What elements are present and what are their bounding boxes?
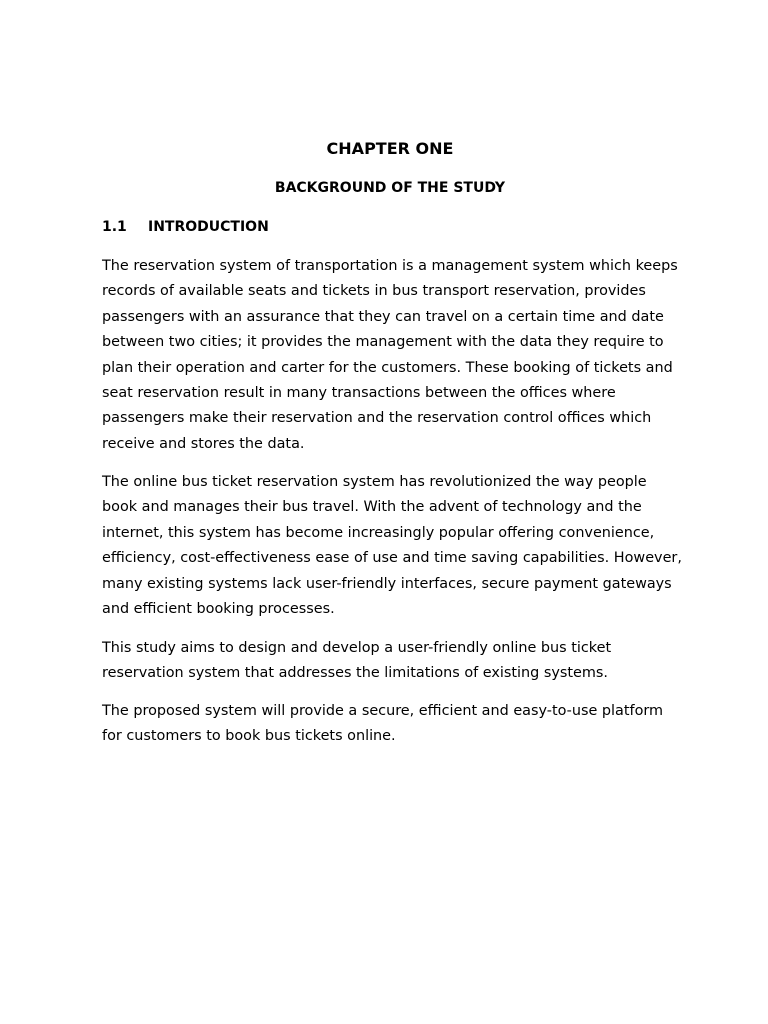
paragraph-line: efficiency, cost-effectiveness ease of use and time saving capabilities. However,: [102, 550, 682, 567]
paragraph-line: for customers to book bus tickets online.: [102, 728, 396, 745]
paragraph-line: This study aims to design and develop a user-friendly online bus ticket: [102, 640, 612, 656]
paragraph-line: The proposed system will provide a secure, efficient and easy-to-use platform: [102, 703, 664, 719]
paragraph-line: records of available seats and tickets in bus transport reservation, provides: [102, 283, 646, 300]
paragraph-line: many existing systems lack user-friendly interfaces, secure payment gateways: [102, 575, 672, 592]
section-number: 1.1: [102, 219, 127, 235]
paragraph: [102, 636, 682, 687]
paragraph-line: The online bus ticket reservation system has revolutionized the way people: [102, 474, 647, 490]
section-title: INTRODUCTION: [148, 219, 269, 235]
paragraph-line: passengers make their reservation and the reservation control offices which: [102, 410, 652, 427]
paragraph: [102, 254, 682, 457]
paragraph-line: passengers with an assurance that they can travel on a certain time and date: [102, 308, 664, 325]
paragraph-line: book and manages their bus travel. With the advent of technology and the: [102, 499, 642, 516]
paragraph: [102, 470, 682, 622]
paragraph-line: and efficient booking processes.: [102, 601, 335, 618]
paragraph-line: reservation system that addresses the limitations of existing systems.: [102, 665, 608, 682]
chapter-title: CHAPTER ONE: [326, 139, 454, 158]
paragraph-line: plan their operation and carter for the customers. These booking of tickets and: [102, 359, 673, 376]
paragraph: [102, 699, 682, 750]
section-heading: [102, 217, 269, 237]
paragraph-line: The reservation system of transportation is a management system which keeps: [102, 258, 678, 274]
paragraph-line: receive and stores the data.: [102, 435, 305, 452]
paragraph-line: between two cities; it provides the management with the data they require to: [102, 334, 664, 351]
paragraph-line: internet, this system has become increasingly popular offering convenience,: [102, 524, 655, 541]
section-subtitle: BACKGROUND OF THE STUDY: [274, 180, 506, 196]
paragraph-line: seat reservation result in many transactions between the offices where: [102, 385, 616, 402]
